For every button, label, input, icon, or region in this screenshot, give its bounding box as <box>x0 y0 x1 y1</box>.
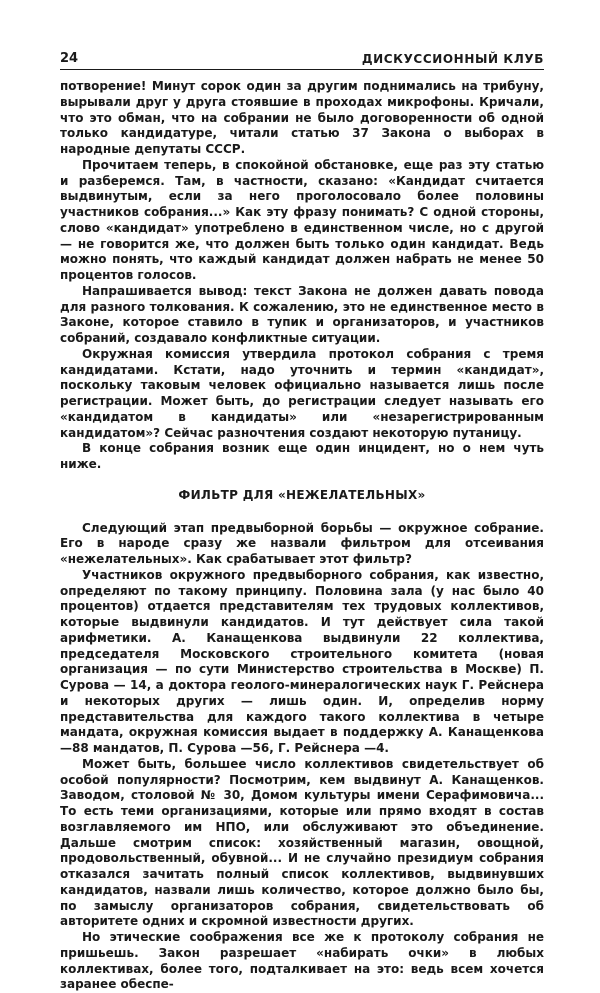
paragraph-continuation: потворение! Минут сорок один за другим поднимались на трибуну, вырывали друг у друга стоявшие в проходах микрофоны. Кричали, что это обман, что на собрании не было договоренности об одной только кандидатуре, читали статью 37 Закона о выборах в народные депутаты СССР. <box>60 79 544 156</box>
paragraph-incident: В конце собрания возник еще один инцидент, но о нем чуть ниже. <box>60 441 544 471</box>
document-page <box>60 46 544 993</box>
paragraph-article-37 <box>60 158 544 284</box>
paragraph-text: кандидат. Ведь можно понять, что <box>60 236 544 267</box>
paragraph-text: Прочитаем теперь, в спокойной обстановке, еще раз эту статью и разберемся. Там, в частности, сказано: «Кандидат считается выдвинутым, если за него проголосовало более половины участников собрания...» Как эту фразу понимать? С одной стороны, слово «кандидат» употреблено в единственном числе, но с другой — не говорится же, что должен быть <box>60 157 544 251</box>
paragraph-popularity: Может быть, большее число коллективов свидетельствует об особой популярности? Посмотрим, кем выдвинут А. Канащенков. Заводом, столовой № 30, Домом культуры имени Серафимовича... То есть теми организациями, которые или прямо входят в состав возглавляемого им НПО, или обслуживают это объединение. Дальше смотрим список: хозяйственный магазин, овощной, продовольственный, обувной... И не случайно президиум собрания отказался зачитать полный список коллективов, выдвинувших кандидатов, назвали лишь количество, которое должно было бы, по замыслу организаторов собрания, свидетельствовать об авторитете одних и скромной известности других. <box>60 756 544 929</box>
page-header <box>60 46 544 70</box>
section-title: ФИЛЬТР ДЛЯ «НЕЖЕЛАТЕЛЬНЫХ» <box>178 487 426 502</box>
page-number: 24 <box>60 51 79 66</box>
emphasis-each: каждый <box>198 252 257 267</box>
emphasis-only-one: только один <box>335 236 426 251</box>
paragraph-text: кандидат должен набрать не менее 50 процентов голосов. <box>60 252 544 282</box>
paragraph-next-stage: Следующий этап предвыборной борьбы — окружное собрание. Его в народе сразу же назвали фильтром для отсеивания «нежелательных». Как срабатывает этот фильтр? <box>60 520 544 566</box>
paragraph-conclusion: Напрашивается вывод: текст Закона не должен давать повода для разного толкования. К сожалению, это не единственное место в Законе, которое ставило в тупик и организаторов, и участников собраний, создавало конфликтные ситуации. <box>60 283 544 345</box>
paragraph-participants: Участников окружного предвыборного собрания, как известно, определяют по такому принципу. Половина зала (у нас было 40 процентов) отдается представителям тех трудовых коллективов, которые выдвинули кандидатов. И тут действует сила такой арифметики. А. Канащенкова выдвинули 22 коллектива, председателя Московского строительного комитета (новая организация — по сути Министерство строительства в Москве) П. Сурова — 14, а доктора геолого-минералогических наук Г. Рейснера и некоторых других — лишь один. И, определив норму представительства для каждого такого коллектива в четыре мандата, окружная комиссия выдает в поддержку А. Канащенкова —88 мандатов, П. Сурова —56, Г. Рейснера —4. <box>60 567 544 755</box>
article-body <box>60 79 544 993</box>
running-head: ДИСКУССИОННЫЙ КЛУБ <box>361 52 544 66</box>
paragraph-ethics: Но этические соображения все же к протоколу собрания не пришьешь. Закон разрешает «набирать очки» в любых коллективах, более того, подталкивает на это: ведь всем хочется заранее обеспе- <box>60 930 544 992</box>
paragraph-commission: Окружная комиссия утвердила протокол собрания с тремя кандидатами. Кстати, надо уточнить и термин «кандидат», поскольку таковым человек официально называется лишь после регистрации. Может быть, до регистрации следует называть его «кандидатом в кандидаты» или «незарегистрированным кандидатом»? Сейчас разночтения создают некоторую путаницу. <box>60 346 544 440</box>
